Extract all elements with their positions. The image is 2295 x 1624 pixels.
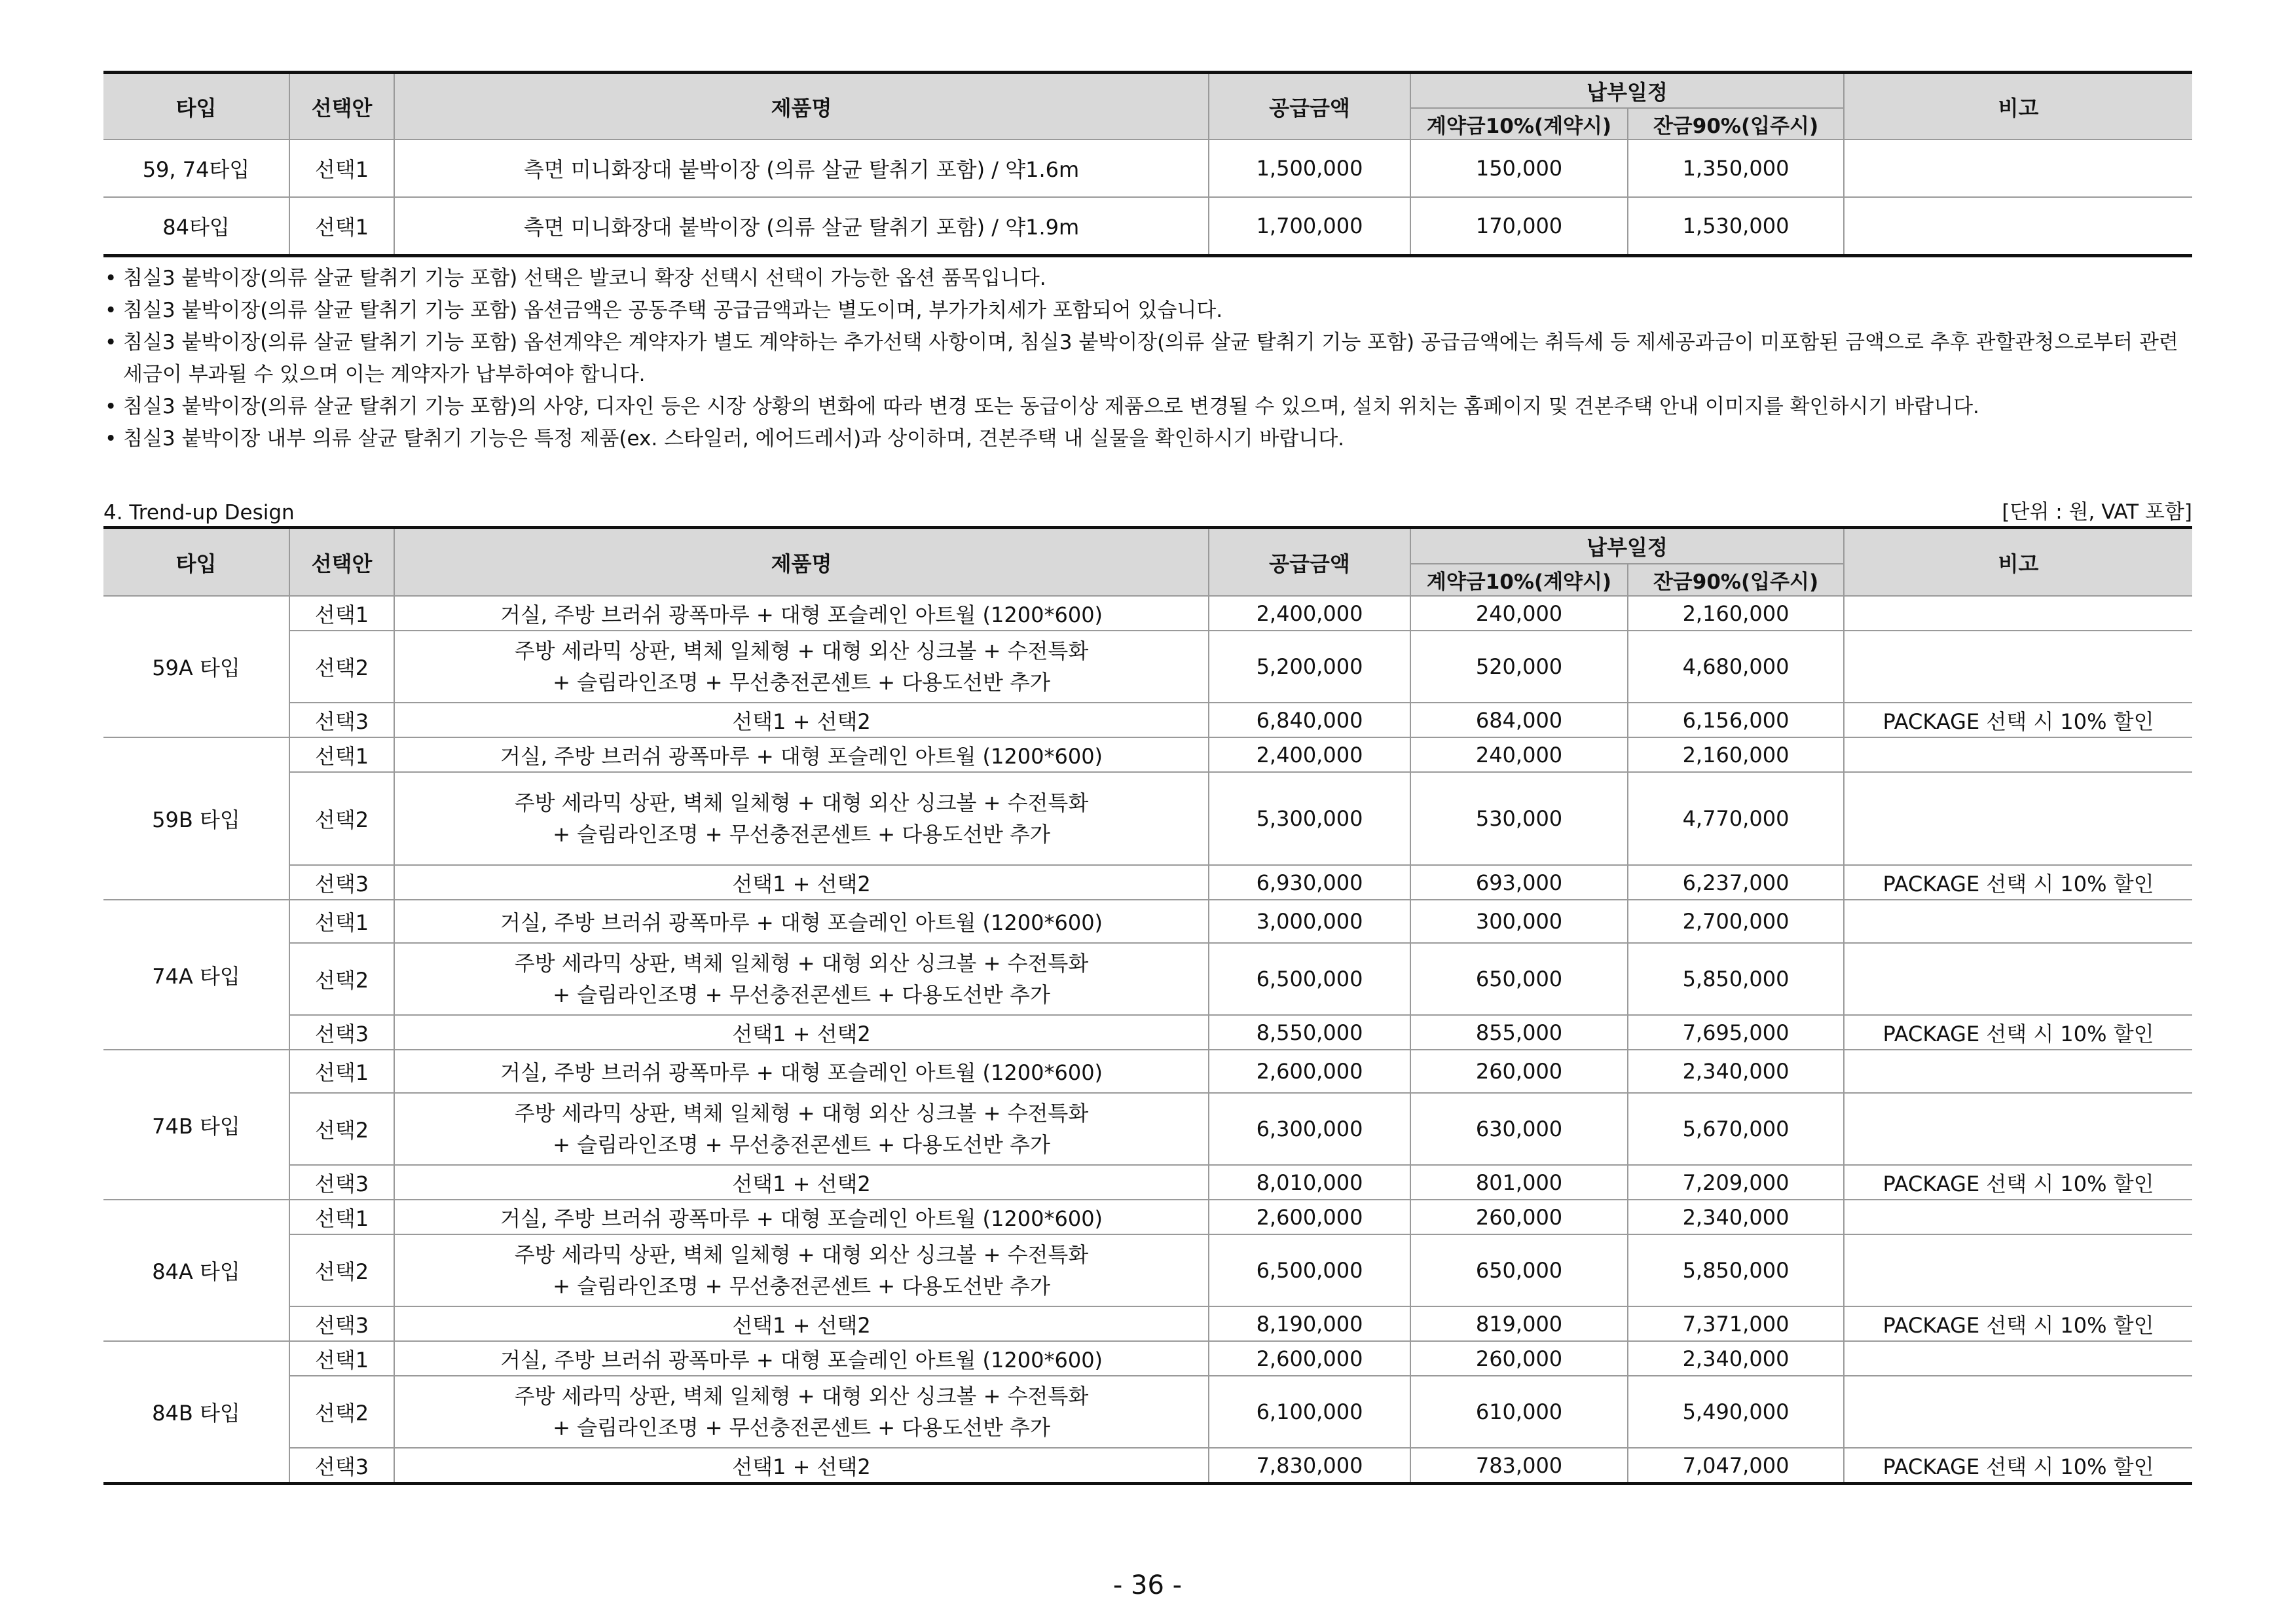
cell-deposit: 260,000 — [1410, 1200, 1628, 1234]
cell-supply: 7,830,000 — [1209, 1448, 1410, 1484]
cell-product: 선택1 + 선택2 — [394, 1165, 1209, 1200]
cell-product — [394, 943, 1209, 1015]
cell-option: 선택1 — [289, 1200, 394, 1234]
table-row — [103, 703, 2192, 737]
table-row — [103, 1306, 2192, 1341]
cell-option: 선택2 — [289, 943, 394, 1015]
header-option: 선택안 — [289, 73, 394, 140]
product-line: + 슬림라인조명 + 무선충전콘센트 + 다용도선반 추가 — [553, 982, 1050, 1007]
cell-note — [1844, 1234, 2192, 1306]
cell-deposit: 783,000 — [1410, 1448, 1628, 1484]
cell-note: PACKAGE 선택 시 10% 할인 — [1844, 703, 2192, 737]
cell-supply: 8,550,000 — [1209, 1015, 1410, 1050]
cell-product: 거실, 주방 브러쉬 광폭마루 + 대형 포슬레인 아트월 (1200*600) — [394, 900, 1209, 943]
cell-product — [394, 1376, 1209, 1448]
cell-balance: 2,340,000 — [1628, 1341, 1844, 1376]
table-row — [103, 1341, 2192, 1376]
header-schedule: 납부일정 — [1410, 73, 1844, 109]
cell-deposit: 300,000 — [1410, 900, 1628, 943]
cell-note — [1844, 197, 2192, 256]
cell-product: 측면 미니화장대 붙박이장 (의류 살균 탈취기 포함) / 약1.6m — [394, 139, 1209, 197]
cell-product: 선택1 + 선택2 — [394, 703, 1209, 737]
cell-supply: 3,000,000 — [1209, 900, 1410, 943]
cell-note — [1844, 772, 2192, 865]
cell-product: 거실, 주방 브러쉬 광폭마루 + 대형 포슬레인 아트월 (1200*600) — [394, 1050, 1209, 1093]
cell-option: 선택2 — [289, 772, 394, 865]
trend-up-rows — [103, 596, 2192, 1484]
cell-supply: 6,100,000 — [1209, 1376, 1410, 1448]
product-line: 주방 세라믹 상판, 벽체 일체형 + 대형 외산 싱크볼 + 수전특화 — [514, 1242, 1089, 1267]
section-title: 4. Trend-up Design — [103, 501, 295, 525]
table-row — [103, 139, 2192, 197]
cell-supply: 6,500,000 — [1209, 1234, 1410, 1306]
header-schedule: 납부일정 — [1410, 528, 1844, 564]
header-option: 선택안 — [289, 528, 394, 597]
table-row — [103, 197, 2192, 256]
cell-deposit: 240,000 — [1410, 596, 1628, 631]
cell-type: 84A 타입 — [103, 1200, 289, 1341]
cell-note — [1844, 737, 2192, 772]
cell-type: 84B 타입 — [103, 1341, 289, 1484]
header-supply: 공급금액 — [1209, 73, 1410, 140]
cell-balance: 7,695,000 — [1628, 1015, 1844, 1050]
table-row — [103, 631, 2192, 703]
cell-deposit: 650,000 — [1410, 1234, 1628, 1306]
cell-type: 59A 타입 — [103, 596, 289, 737]
table-row — [103, 737, 2192, 772]
cell-balance: 4,770,000 — [1628, 772, 1844, 865]
cell-product — [394, 1234, 1209, 1306]
header-type: 타입 — [103, 73, 289, 140]
cell-note — [1844, 1050, 2192, 1093]
table-row — [103, 1448, 2192, 1484]
header-note: 비고 — [1844, 528, 2192, 597]
unit-label: [단위 : 원, VAT 포함] — [2002, 500, 2192, 524]
table-row — [103, 1050, 2192, 1093]
cell-option: 선택1 — [289, 737, 394, 772]
cell-option: 선택3 — [289, 1306, 394, 1341]
cell-balance: 1,530,000 — [1628, 197, 1844, 256]
cell-product: 거실, 주방 브러쉬 광폭마루 + 대형 포슬레인 아트월 (1200*600) — [394, 596, 1209, 631]
cell-supply: 2,400,000 — [1209, 737, 1410, 772]
note-item: • 침실3 붙박이장 내부 의류 살균 탈취기 기능은 특정 제품(ex. 스타일러, 에어드레서)과 상이하며, 견본주택 내 실물을 확인하시기 바랍니다. — [103, 423, 2192, 455]
cell-option: 선택1 — [289, 1050, 394, 1093]
note-item: • 침실3 붙박이장(의류 살균 탈취기 기능 포함) 옵션계약은 계약자가 별도 계약하는 추가선택 사항이며, 침실3 붙박이장(의류 살균 탈취기 기능 포함) 공급금액에는 취득세 등 제세공과금이 미포함된 금액으로 추후 관할관청으로부터 관련 세금이 부과될 수 있으며 이는 계약자가 납부하여야 합니다. — [103, 327, 2192, 391]
cell-supply: 2,400,000 — [1209, 596, 1410, 631]
cell-deposit: 630,000 — [1410, 1093, 1628, 1165]
cell-note — [1844, 631, 2192, 703]
cell-option: 선택1 — [289, 139, 394, 197]
cell-option: 선택3 — [289, 865, 394, 900]
cell-product: 측면 미니화장대 붙박이장 (의류 살균 탈취기 포함) / 약1.9m — [394, 197, 1209, 256]
cell-deposit: 530,000 — [1410, 772, 1628, 865]
cell-supply: 8,010,000 — [1209, 1165, 1410, 1200]
product-line: + 슬림라인조명 + 무선충전콘센트 + 다용도선반 추가 — [553, 1274, 1050, 1299]
cell-product: 선택1 + 선택2 — [394, 1015, 1209, 1050]
cell-balance: 7,371,000 — [1628, 1306, 1844, 1341]
product-line: + 슬림라인조명 + 무선충전콘센트 + 다용도선반 추가 — [553, 822, 1050, 847]
table-row — [103, 1015, 2192, 1050]
cell-product: 거실, 주방 브러쉬 광폭마루 + 대형 포슬레인 아트월 (1200*600) — [394, 737, 1209, 772]
cell-supply: 2,600,000 — [1209, 1341, 1410, 1376]
cell-type: 84타입 — [103, 197, 289, 256]
header-supply: 공급금액 — [1209, 528, 1410, 597]
cell-option: 선택2 — [289, 1093, 394, 1165]
header-product: 제품명 — [394, 73, 1209, 140]
cell-supply: 5,200,000 — [1209, 631, 1410, 703]
cell-product: 거실, 주방 브러쉬 광폭마루 + 대형 포슬레인 아트월 (1200*600) — [394, 1341, 1209, 1376]
cell-note — [1844, 1093, 2192, 1165]
cell-product: 선택1 + 선택2 — [394, 1306, 1209, 1341]
table-row — [103, 943, 2192, 1015]
cell-note: PACKAGE 선택 시 10% 할인 — [1844, 865, 2192, 900]
product-line: 주방 세라믹 상판, 벽체 일체형 + 대형 외산 싱크볼 + 수전특화 — [514, 1384, 1089, 1409]
note-item: • 침실3 붙박이장(의류 살균 탈취기 기능 포함)의 사양, 디자인 등은 시장 상황의 변화에 따라 변경 또는 동급이상 제품으로 변경될 수 있으며, 설치 위치는 홈페이지 및 견본주택 안내 이미지를 확인하시기 바랍니다. — [103, 391, 2192, 423]
cell-note — [1844, 596, 2192, 631]
cell-option: 선택1 — [289, 596, 394, 631]
cell-supply: 6,930,000 — [1209, 865, 1410, 900]
cell-supply: 1,700,000 — [1209, 197, 1410, 256]
cell-note: PACKAGE 선택 시 10% 할인 — [1844, 1306, 2192, 1341]
cell-balance: 7,209,000 — [1628, 1165, 1844, 1200]
cell-type: 74A 타입 — [103, 900, 289, 1050]
cell-note: PACKAGE 선택 시 10% 할인 — [1844, 1165, 2192, 1200]
cell-supply: 1,500,000 — [1209, 139, 1410, 197]
cell-balance: 5,490,000 — [1628, 1376, 1844, 1448]
cell-balance: 5,850,000 — [1628, 1234, 1844, 1306]
cell-product: 선택1 + 선택2 — [394, 865, 1209, 900]
product-line: 주방 세라믹 상판, 벽체 일체형 + 대형 외산 싱크볼 + 수전특화 — [514, 638, 1089, 663]
table-row — [103, 1165, 2192, 1200]
cell-supply: 5,300,000 — [1209, 772, 1410, 865]
cell-product — [394, 772, 1209, 865]
table-row — [103, 596, 2192, 631]
cell-supply: 2,600,000 — [1209, 1200, 1410, 1234]
product-line: 주방 세라믹 상판, 벽체 일체형 + 대형 외산 싱크볼 + 수전특화 — [514, 1101, 1089, 1126]
cell-note — [1844, 943, 2192, 1015]
header-product: 제품명 — [394, 528, 1209, 597]
cell-balance: 2,160,000 — [1628, 596, 1844, 631]
table-row — [103, 1376, 2192, 1448]
cell-note — [1844, 139, 2192, 197]
cell-note: PACKAGE 선택 시 10% 할인 — [1844, 1015, 2192, 1050]
cell-deposit: 150,000 — [1410, 139, 1628, 197]
cell-deposit: 170,000 — [1410, 197, 1628, 256]
table-row — [103, 865, 2192, 900]
cell-supply: 6,300,000 — [1209, 1093, 1410, 1165]
cell-deposit: 650,000 — [1410, 943, 1628, 1015]
cell-supply: 6,840,000 — [1209, 703, 1410, 737]
cell-balance: 2,160,000 — [1628, 737, 1844, 772]
cell-note: PACKAGE 선택 시 10% 할인 — [1844, 1448, 2192, 1484]
cell-supply: 2,600,000 — [1209, 1050, 1410, 1093]
cell-deposit: 240,000 — [1410, 737, 1628, 772]
cell-supply: 6,500,000 — [1209, 943, 1410, 1015]
cell-option: 선택2 — [289, 631, 394, 703]
cell-balance: 2,340,000 — [1628, 1050, 1844, 1093]
table-row — [103, 772, 2192, 865]
section-header — [103, 493, 2192, 526]
product-line: 주방 세라믹 상판, 벽체 일체형 + 대형 외산 싱크볼 + 수전특화 — [514, 790, 1089, 815]
cell-option: 선택3 — [289, 1448, 394, 1484]
cell-option: 선택1 — [289, 197, 394, 256]
cell-supply: 8,190,000 — [1209, 1306, 1410, 1341]
cell-deposit: 684,000 — [1410, 703, 1628, 737]
cell-balance: 4,680,000 — [1628, 631, 1844, 703]
page-number: - 36 - — [1112, 1570, 1183, 1600]
product-line: + 슬림라인조명 + 무선충전콘센트 + 다용도선반 추가 — [553, 1415, 1050, 1440]
note-item: • 침실3 붙박이장(의류 살균 탈취기 기능 포함) 선택은 발코니 확장 선택시 선택이 가능한 옵션 품목입니다. — [103, 263, 2192, 295]
cell-note — [1844, 1200, 2192, 1234]
trend-up-design-table — [103, 526, 2192, 1485]
wardrobe-option-table — [103, 71, 2192, 257]
cell-deposit: 610,000 — [1410, 1376, 1628, 1448]
cell-option: 선택1 — [289, 900, 394, 943]
product-line: + 슬림라인조명 + 무선충전콘센트 + 다용도선반 추가 — [553, 670, 1050, 695]
header-balance: 잔금90%(입주시) — [1628, 564, 1844, 596]
cell-deposit: 855,000 — [1410, 1015, 1628, 1050]
cell-balance: 7,047,000 — [1628, 1448, 1844, 1484]
cell-option: 선택1 — [289, 1341, 394, 1376]
cell-note — [1844, 1341, 2192, 1376]
cell-deposit: 260,000 — [1410, 1050, 1628, 1093]
cell-deposit: 693,000 — [1410, 865, 1628, 900]
header-type: 타입 — [103, 528, 289, 597]
cell-note — [1844, 1376, 2192, 1448]
cell-option: 선택2 — [289, 1234, 394, 1306]
cell-balance: 1,350,000 — [1628, 139, 1844, 197]
table-row — [103, 900, 2192, 943]
page-content — [103, 71, 2192, 1485]
cell-product: 거실, 주방 브러쉬 광폭마루 + 대형 포슬레인 아트월 (1200*600) — [394, 1200, 1209, 1234]
product-line: + 슬림라인조명 + 무선충전콘센트 + 다용도선반 추가 — [553, 1132, 1050, 1157]
cell-balance: 2,700,000 — [1628, 900, 1844, 943]
header-note: 비고 — [1844, 73, 2192, 140]
cell-balance: 6,156,000 — [1628, 703, 1844, 737]
cell-deposit: 819,000 — [1410, 1306, 1628, 1341]
cell-type: 74B 타입 — [103, 1050, 289, 1200]
cell-deposit: 260,000 — [1410, 1341, 1628, 1376]
cell-type: 59, 74타입 — [103, 139, 289, 197]
cell-balance: 2,340,000 — [1628, 1200, 1844, 1234]
product-line: 주방 세라믹 상판, 벽체 일체형 + 대형 외산 싱크볼 + 수전특화 — [514, 951, 1089, 976]
header-balance: 잔금90%(입주시) — [1628, 108, 1844, 139]
cell-balance: 5,670,000 — [1628, 1093, 1844, 1165]
cell-balance: 5,850,000 — [1628, 943, 1844, 1015]
cell-option: 선택3 — [289, 703, 394, 737]
cell-product: 선택1 + 선택2 — [394, 1448, 1209, 1484]
table-row — [103, 1093, 2192, 1165]
notes-list — [103, 263, 2192, 455]
cell-balance: 6,237,000 — [1628, 865, 1844, 900]
cell-deposit: 520,000 — [1410, 631, 1628, 703]
cell-option: 선택3 — [289, 1015, 394, 1050]
cell-note — [1844, 900, 2192, 943]
cell-option: 선택3 — [289, 1165, 394, 1200]
header-deposit: 계약금10%(계약시) — [1410, 564, 1628, 596]
table-row — [103, 1200, 2192, 1234]
table-row — [103, 1234, 2192, 1306]
cell-type: 59B 타입 — [103, 737, 289, 900]
cell-option: 선택2 — [289, 1376, 394, 1448]
cell-deposit: 801,000 — [1410, 1165, 1628, 1200]
cell-product — [394, 1093, 1209, 1165]
note-item: • 침실3 붙박이장(의류 살균 탈취기 기능 포함) 옵션금액은 공동주택 공급금액과는 별도이며, 부가가치세가 포함되어 있습니다. — [103, 295, 2192, 327]
cell-product — [394, 631, 1209, 703]
header-deposit: 계약금10%(계약시) — [1410, 108, 1628, 139]
